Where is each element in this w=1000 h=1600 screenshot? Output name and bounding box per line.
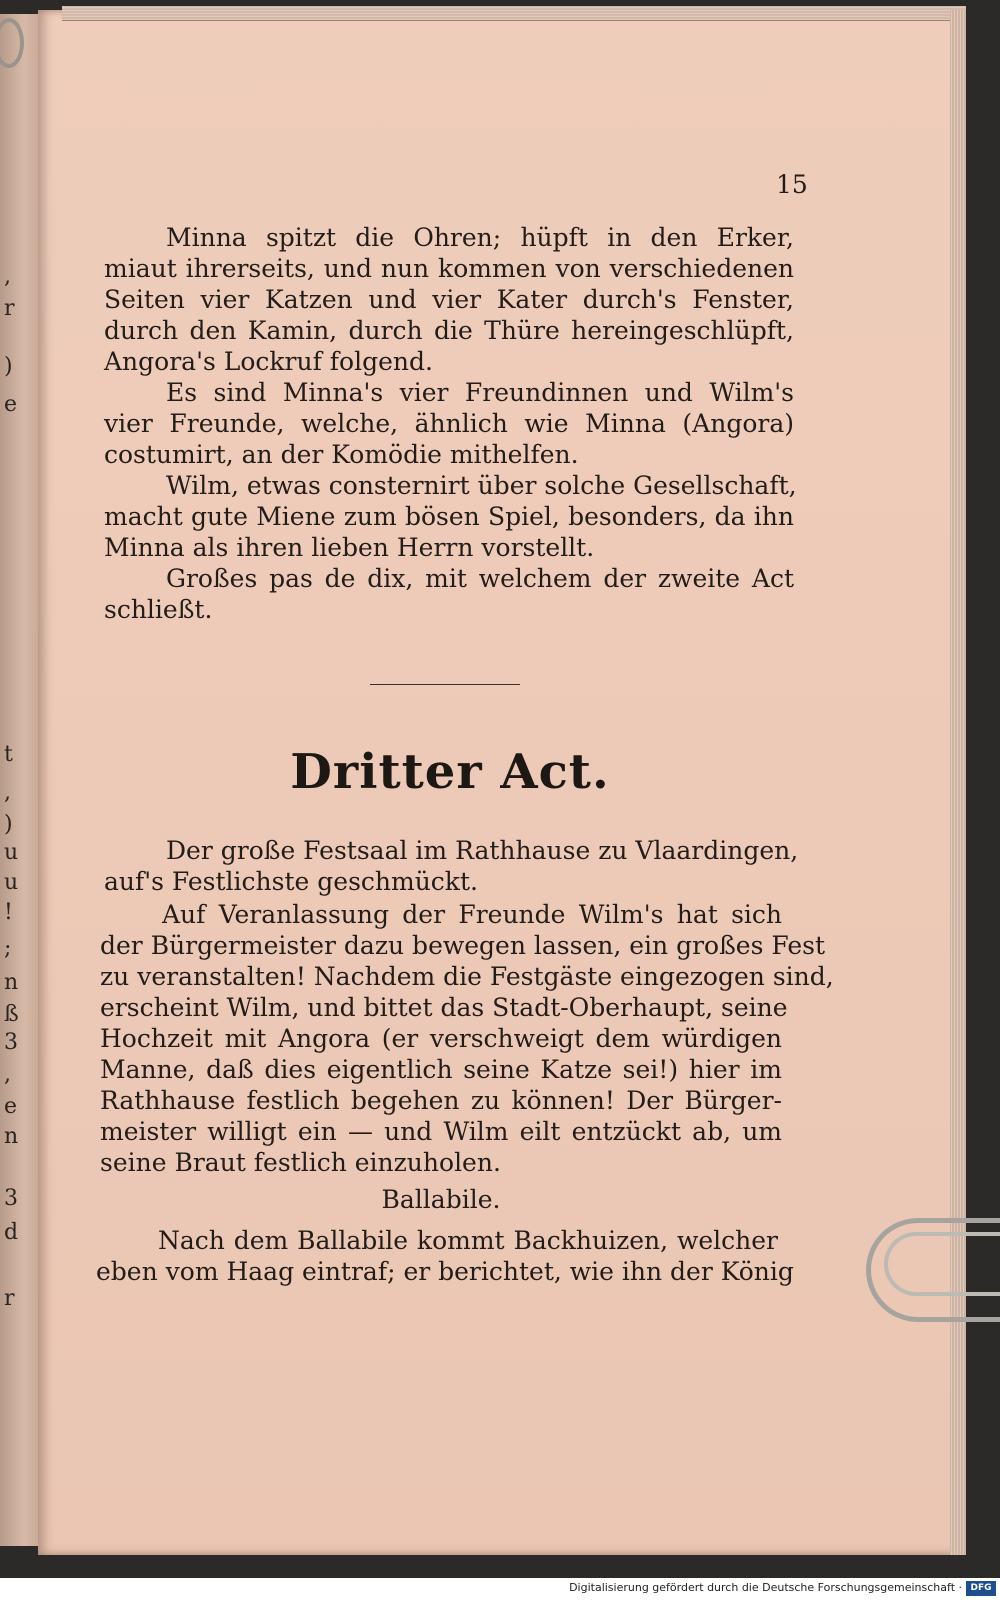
left-page-fragment: e [4,392,18,417]
text-line: erscheint Wilm, und bittet das Stadt-Oberhaupt, seine [100,993,788,1022]
page-top-edge [62,6,966,21]
left-page-fragment: n [4,970,19,995]
left-page-fragment: , [4,1062,11,1087]
left-page-fragment: 3 [4,1186,18,1211]
left-page-fragment: t [4,742,13,767]
text-line: Der große Festsaal im Rathhause zu Vlaardingen, [166,836,799,865]
text-line: zu veranstalten! Nachdem die Festgäste eingezogen sind, [100,962,834,991]
text-line: Angora's Lockruf folgend. [104,347,433,376]
paragraph [104,222,794,377]
dfg-logo: DFG [966,1581,996,1596]
text-line: vier Freunde, welche, ähnlich wie Minna (Angora) [104,409,794,438]
left-page-fragment: ß [4,1002,19,1027]
left-page-fragment: ) [4,812,13,837]
left-page-fragment: r [4,1286,15,1311]
paper-clip-inner-loop [884,1232,1000,1296]
paragraph [96,1225,794,1287]
text-line: Wilm, etwas consternirt über solche Gesellschaft, [166,471,797,500]
left-page-fragment: 3 [4,1030,18,1055]
ballabile-heading: Ballabile. [381,1185,501,1214]
text-line: costumirt, an der Komödie mithelfen. [104,440,579,469]
left-page-fragment: ) [4,354,13,379]
footer-bar [0,1578,1000,1600]
text-line: auf's Festlichste geschmückt. [104,867,478,896]
text-line: der Bürgermeister dazu bewegen lassen, ein großes Fest [100,931,826,960]
ballabile-heading-block [100,1184,782,1215]
page-right-edge [950,10,966,1555]
left-page-fragment: ; [4,936,12,961]
text-line: Auf Veranlassung der Freunde Wilm's hat sich [162,900,782,929]
paragraph [104,563,794,625]
left-page-fragment: , [4,780,11,805]
text-line: Minna spitzt die Ohren; hüpft in den Erker, [166,223,794,252]
text-line: meister willigt ein — und Wilm eilt entzückt ab, um [100,1117,782,1146]
text-line: Manne, daß dies eigentlich seine Katze sei!) hier im [100,1055,782,1084]
section-divider [370,684,520,685]
paragraph [104,470,797,563]
paragraph [100,899,834,1178]
text-line: schließt. [104,595,213,624]
text-line: Rathhause festlich begehen zu können! Der Bürger- [100,1086,782,1115]
text-line: Großes pas de dix, mit welchem der zweite Act [166,564,794,593]
left-page-fragment: d [4,1220,19,1245]
text-line: Hochzeit mit Angora (er verschweigt dem würdigen [100,1024,782,1053]
funding-credit: Digitalisierung gefördert durch die Deutsche Forschungsgemeinschaft · [569,1581,962,1594]
text-line: seine Braut festlich einzuholen. [100,1148,501,1177]
act-heading: Dritter Act. [290,744,610,800]
text-line: Seiten vier Katzen und vier Kater durch's Fenster, [104,285,794,314]
left-page-fragment: , [4,264,11,289]
paragraph [104,377,794,470]
text-line: durch den Kamin, durch die Thüre hereingeschlüpft, [104,316,794,345]
left-page-fragment: n [4,1124,19,1149]
left-page-fragment: u [4,870,19,895]
text-line: miaut ihrerseits, und nun kommen von verschiedenen [104,254,794,283]
left-page-fragment: u [4,840,19,865]
left-page-fragment: ! [4,900,13,925]
text-line: eben vom Haag eintraf; er berichtet, wie ihn der König [96,1257,794,1286]
text-line: macht gute Miene zum bösen Spiel, besonders, da ihn [104,502,794,531]
left-page-fragment: e [4,1094,18,1119]
paragraph [104,835,799,897]
page-number: 15 [776,170,808,199]
text-line: Minna als ihren lieben Herrn vorstellt. [104,533,595,562]
text-line: Nach dem Ballabile kommt Backhuizen, welcher [158,1226,778,1255]
left-page-fragment: r [4,296,15,321]
text-line: Es sind Minna's vier Freundinnen und Wilm's [166,378,794,407]
